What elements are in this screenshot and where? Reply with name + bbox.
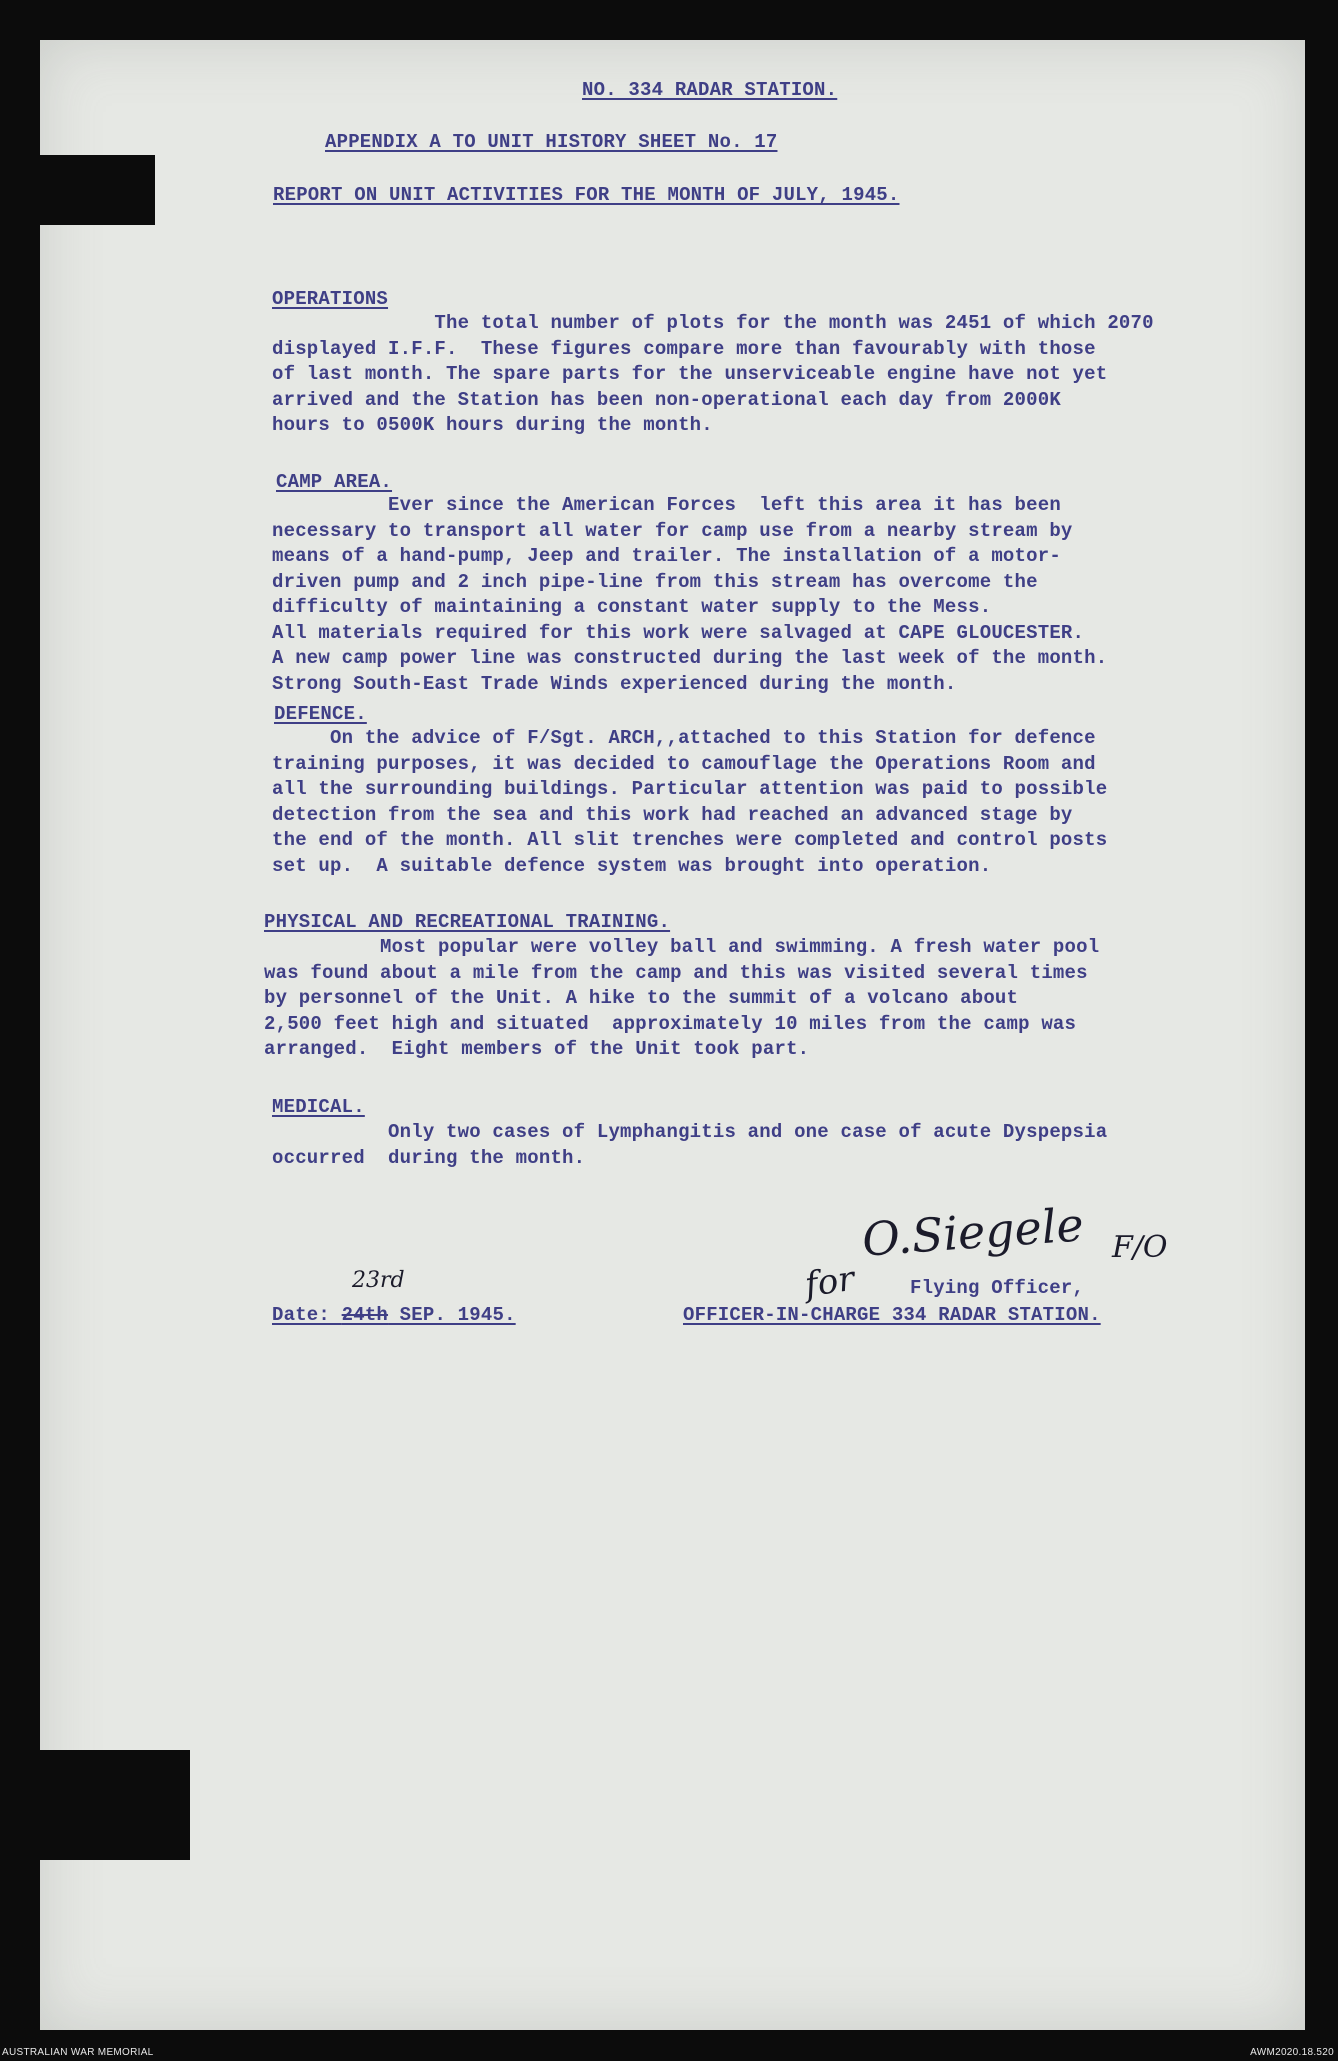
section-heading-camp-area: CAMP AREA. xyxy=(276,471,393,493)
torn-edge-notch xyxy=(40,155,155,225)
text-line: arranged. Eight members of the Unit took part. xyxy=(264,1038,810,1060)
section-heading-defence: DEFENCE. xyxy=(274,703,367,725)
text-line: training purposes, it was decided to camouflage the Operations Room and xyxy=(272,752,1096,775)
section-heading-medical: MEDICAL. xyxy=(272,1096,365,1118)
text-line: arrived and the Station has been non-operational each day from 2000K xyxy=(272,388,1061,411)
text-line: necessary to transport all water for camp use from a nearby stream by xyxy=(272,519,1073,542)
section-body-medical xyxy=(272,1120,1107,1171)
date-rest: SEP. 1945. xyxy=(388,1304,516,1326)
text-line: of last month. The spare parts for the unserviceable engine have not yet xyxy=(272,363,1108,385)
archive-reference: AWM2020.18.520 xyxy=(1250,2047,1334,2058)
signatory-title: OFFICER-IN-CHARGE 334 RADAR STATION. xyxy=(683,1304,1101,1326)
text-line: Strong South-East Trade Winds experienced during the month. xyxy=(272,672,957,695)
handwritten-date-correction: 23rd xyxy=(352,1268,405,1293)
handwritten-signature: O.Siegele xyxy=(860,1197,1086,1267)
text-line: Only two cases of Lymphangitis and one case of acute Dyspepsia xyxy=(272,1121,1108,1143)
struck-date: 24th xyxy=(341,1304,389,1326)
station-heading: NO. 334 RADAR STATION. xyxy=(582,79,838,101)
section-body-physical-training xyxy=(264,935,1099,1063)
text-line: The total number of plots for the month was 2451 of which 2070 xyxy=(272,312,1154,334)
text-line: A new camp power line was constructed during the last week of the month. xyxy=(272,647,1108,669)
section-heading-physical-training: PHYSICAL AND RECREATIONAL TRAINING. xyxy=(264,911,671,933)
text-line: hours to 0500K hours during the month. xyxy=(272,414,713,436)
text-line: detection from the sea and this work had reached an advanced stage by xyxy=(272,803,1073,826)
appendix-heading: APPENDIX A TO UNIT HISTORY SHEET No. 17 xyxy=(325,131,778,153)
section-body-camp-area xyxy=(272,493,1107,697)
handwritten-for: for xyxy=(802,1258,857,1306)
signatory-rank: Flying Officer, xyxy=(910,1277,1085,1299)
text-line: means of a hand-pump, Jeep and trailer. The installation of a motor- xyxy=(272,545,1061,567)
archive-credit: AUSTRALIAN WAR MEMORIAL xyxy=(2,2047,154,2058)
torn-edge-notch xyxy=(40,1750,190,1860)
section-body-operations xyxy=(272,311,1154,439)
text-line: all the surrounding buildings. Particular attention was paid to possible xyxy=(272,778,1108,800)
text-line: displayed I.F.F. These figures compare more than favourably with those xyxy=(272,337,1096,360)
text-line: driven pump and 2 inch pipe-line from this stream has overcome the xyxy=(272,570,1038,593)
section-heading-operations: OPERATIONS xyxy=(272,288,389,310)
date-label: Date: xyxy=(272,1304,342,1326)
text-line: the end of the month. All slit trenches were completed and control posts xyxy=(272,829,1108,851)
handwritten-signature-rank: F/O xyxy=(1112,1230,1168,1265)
section-body-defence xyxy=(272,726,1107,879)
text-line: Ever since the American Forces left this area it has been xyxy=(272,494,1061,516)
report-title: REPORT ON UNIT ACTIVITIES FOR THE MONTH OF JULY, 1945. xyxy=(273,184,900,206)
text-line: On the advice of F/Sgt. ARCH,,attached to this Station for defence xyxy=(272,727,1096,749)
text-line: Most popular were volley ball and swimming. A fresh water pool xyxy=(264,936,1100,958)
text-line: set up. A suitable defence system was brought into operation. xyxy=(272,854,992,877)
text-line: was found about a mile from the camp and this was visited several times xyxy=(264,961,1088,984)
text-line: difficulty of maintaining a constant water supply to the Mess. xyxy=(272,596,992,618)
date-line xyxy=(272,1303,516,1329)
text-line: occurred during the month. xyxy=(272,1146,586,1169)
text-line: by personnel of the Unit. A hike to the summit of a volcano about xyxy=(264,987,1019,1009)
text-line: All materials required for this work were salvaged at CAPE GLOUCESTER. xyxy=(272,621,1085,644)
text-line: 2,500 feet high and situated approximately 10 miles from the camp was xyxy=(264,1012,1077,1035)
